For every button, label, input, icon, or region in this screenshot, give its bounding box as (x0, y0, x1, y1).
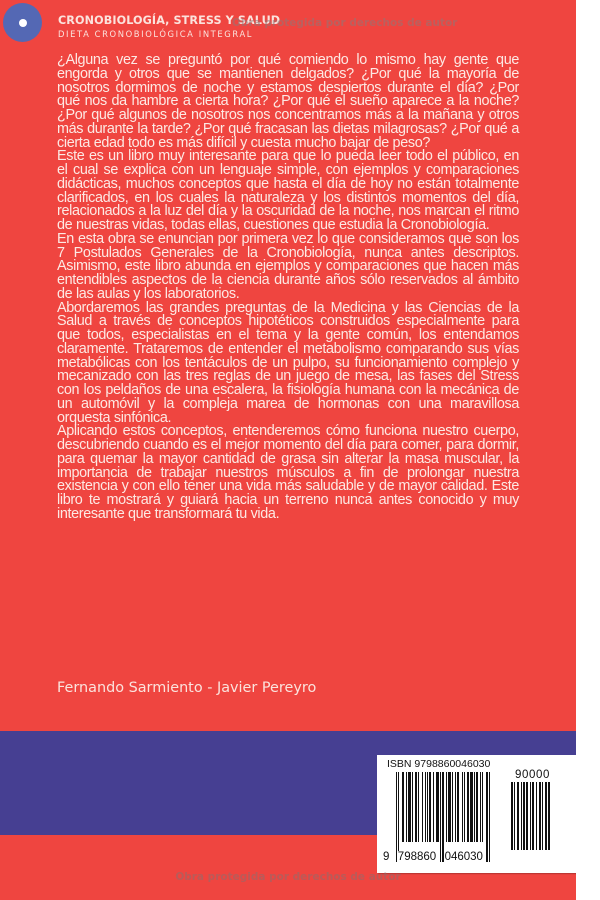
blurb-paragraph: Abordaremos las grandes preguntas de la Medicina y las Ciencias de la Salud a través de conceptos hipotéticos construidos especialmente para que todos, especialistas en el tema y la gente común, los entendamos claramente. Trataremos de entender el metabolismo comparando sus vías metabólicas con los tentáculos de un pulpo, su funcionamiento complejo y mecanizado con las tres reglas de un juego de mesa, las fases del Stress con los peldaños de una escalera, la fisiología humana con la mecánica de un automóvil y la compleja marea de hormonas con una maravillosa orquesta sinfónica. (57, 299, 519, 426)
isbn-barcode (377, 755, 577, 873)
blurb-paragraph: Este es un libro muy interesante para que lo pueda leer todo el público, en el cual se explica con un lenguaje simple, con ejemplos y comparaciones didácticas, muchos conceptos que hasta el día de hoy no están totalmente clarificados, en los cuales la naturaleza y los distintos momentos del día, relacionados a la luz del día y la oscuridad de la noche, nos marcan el ritmo de nuestras vidas, todas ellas, cuestiones que estudia la Cronobiología. (57, 148, 519, 233)
barcode-bar (490, 772, 491, 862)
barcode-bar (548, 782, 550, 850)
isbn-digit-group-2: 046030 (444, 851, 483, 863)
isbn-digit-group-1: 798860 (397, 851, 437, 863)
barcode-addon-bars (511, 782, 571, 850)
isbn-digit-prefix: 9 (383, 851, 390, 863)
circle-dot-logo-icon (3, 3, 42, 42)
page-margin (576, 0, 600, 900)
blurb-paragraph: ¿Alguna vez se preguntó por qué comiendo lo mismo hay gente que engorda y otros que se mantienen delgados? ¿Por qué la mayoría de nosotros dormimos de noche y estamos despiertos durante el día? ¿Por qué nos da hambre a cierta hora? ¿Por qué el sueño aparece a la noche? ¿Por qué algunos de nosotros nos concentramos más a la mañana y otros más durante la tarde? ¿Por qué fracasan las dietas milagrosas? ¿Por qué a cierta edad todo es más difícil y cuesta mucho bajar de peso? (57, 52, 519, 151)
isbn-label: ISBN 9798860046030 (387, 758, 491, 770)
blurb-text (57, 54, 519, 522)
isbn-digits (382, 851, 484, 863)
watermark-overlay-bottom: Obra protegida por derechos de autor (175, 871, 401, 883)
series-subtitle: DIETA CRONOBIOLÓGICA INTEGRAL (58, 29, 254, 39)
price-code: 90000 (515, 769, 550, 781)
watermark-overlay-top: Obra protegida por derechos de autor (232, 17, 458, 29)
authors: Fernando Sarmiento - Javier Pereyro (57, 680, 317, 696)
series-title: CRONOBIOLOGÍA, STRESS Y SALUD (58, 14, 281, 27)
logo-dot (19, 19, 27, 27)
blurb-paragraph: En esta obra se enuncian por primera vez lo que consideramos que son los 7 Postulados Generales de la Cronobiología, nunca antes descriptos. Asimismo, este libro abunda en ejemplos y comparaciones que hacen más entendibles aspectos de la ciencia durante años sólo reservados al ámbito de las aulas y los laboratorios. (57, 230, 519, 302)
barcode-bars (396, 772, 510, 862)
blurb-paragraph: Aplicando estos conceptos, entenderemos cómo funciona nuestro cuerpo, descubriendo cuando es el mejor momento del día para comer, para dormir, para quemar la mayor cantidad de grasa sin alterar la masa muscular, la importancia de trabajar nuestros músculos a fin de prolongar nuestra existencia y con ello tener una vida más saludable y de mayor calidad. Este libro te mostrará y guiará hacia un terreno nunca antes conocido y muy interesante que transformará tu vida. (57, 423, 519, 522)
